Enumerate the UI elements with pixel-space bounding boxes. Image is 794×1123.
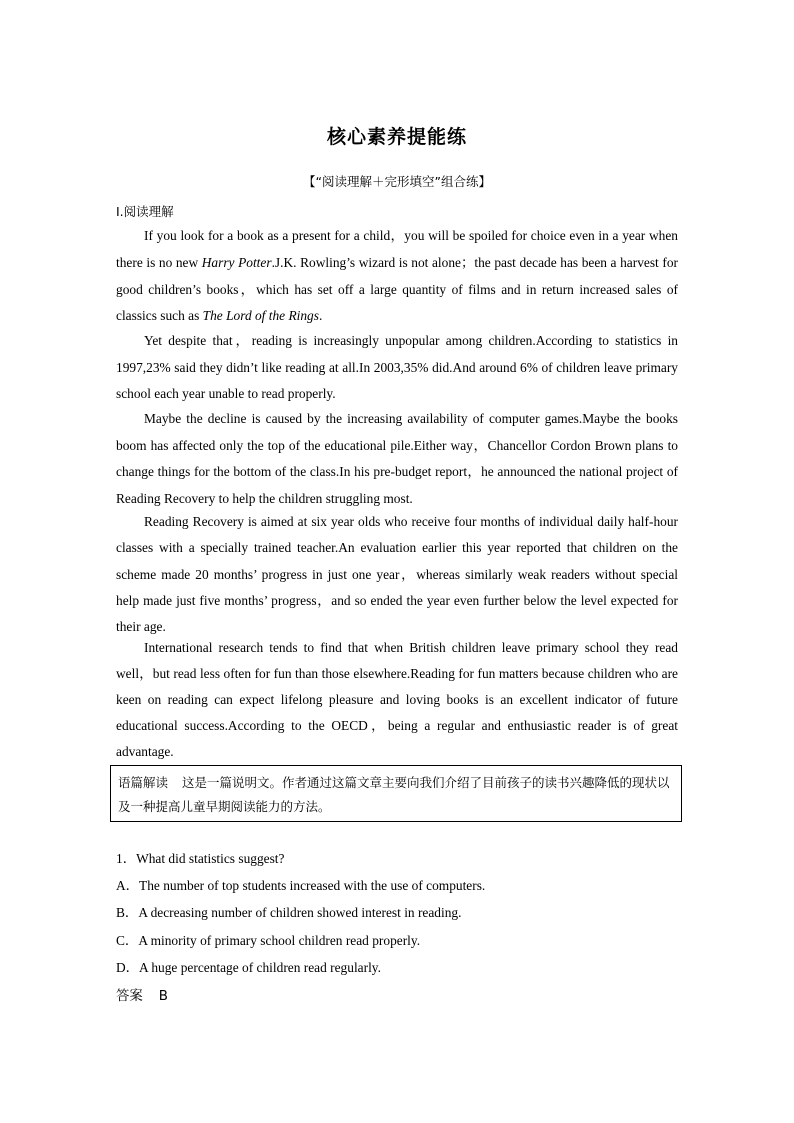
option-d: D．A huge percentage of children read regularly. — [116, 960, 381, 975]
passage-paragraph-5: International research tends to find that when British children leave primary school they read well，but read less often for fun than those elsewhere.Reading for fun matters because children who are keen on reading can expect lifelong pleasure and loving books is an excellent indicator of future educational success.According to the OECD，being a regular and enthusiastic reader is of great advantage. — [116, 640, 678, 759]
paragraph-1-text-c: . — [318, 308, 323, 324]
passage-paragraph-2: Yet despite that，reading is increasingly unpopular among children.According to statistics in 1997,23% said they didn’t like reading at all.In 2003,35% did.And around 6% of children leave primary school each year unable to read properly. — [116, 333, 678, 401]
question-stem: 1．What did statistics suggest? — [116, 851, 285, 866]
passage-analysis-box — [110, 765, 682, 822]
passage-paragraph-1 — [116, 223, 678, 330]
passage-paragraph-4: Reading Recovery is aimed at six year olds who receive four months of individual daily half-hour classes with a specially trained teacher.An evaluation earlier this year reported that children on the scheme made 20 months’ progress in just one year，whereas similarly weak readers without special help made just five months’ progress，and so ended the year even further below the level expected for their age. — [116, 514, 678, 635]
section-heading: Ⅰ.阅读理解 — [116, 204, 174, 219]
answer-value: B — [158, 989, 168, 1004]
analysis-label: 语篇解读 — [118, 775, 169, 790]
passage-paragraph-3: Maybe the decline is caused by the increasing availability of computer games.Maybe the books boom has affected only the top of the educational pile.Either way，Chancellor Cordon Brown plans to change things for the bottom of the class.In his pre-budget report，he announced the national project of Reading Recovery to help the children struggling most. — [116, 411, 678, 506]
option-c: C．A minority of primary school children read properly. — [116, 933, 421, 948]
exercise-subtitle: 【“阅读理解＋完形填空”组合练】 — [303, 174, 491, 189]
book-title-lord-of-the-rings: The Lord of the Rings — [202, 308, 319, 324]
analysis-text: 这是一篇说明文。作者通过这篇文章主要向我们介绍了目前孩子的读书兴趣降低的现状以及一种提高儿童早期阅读能力的方法。 — [118, 775, 670, 814]
answer-line — [116, 985, 168, 1004]
page-title: 核心素养提能练 — [326, 126, 467, 148]
paragraph-1-text-a: If you look for a book as a present for a child，you will be spoiled for choice even in a year when there is no new — [116, 228, 678, 270]
book-title-harry-potter: Harry Potter — [201, 254, 272, 270]
option-b: B．A decreasing number of children showed interest in reading. — [116, 905, 462, 920]
paragraph-1-text-b: .J.K. Rowling’s wizard is not alone；the past decade has been a harvest for good children’s books，which has set off a large quantity of films and in return increased sales of classics such as — [116, 254, 678, 324]
option-a: A．The number of top students increased with the use of computers. — [116, 878, 486, 893]
answer-label: 答案 — [116, 989, 143, 1004]
